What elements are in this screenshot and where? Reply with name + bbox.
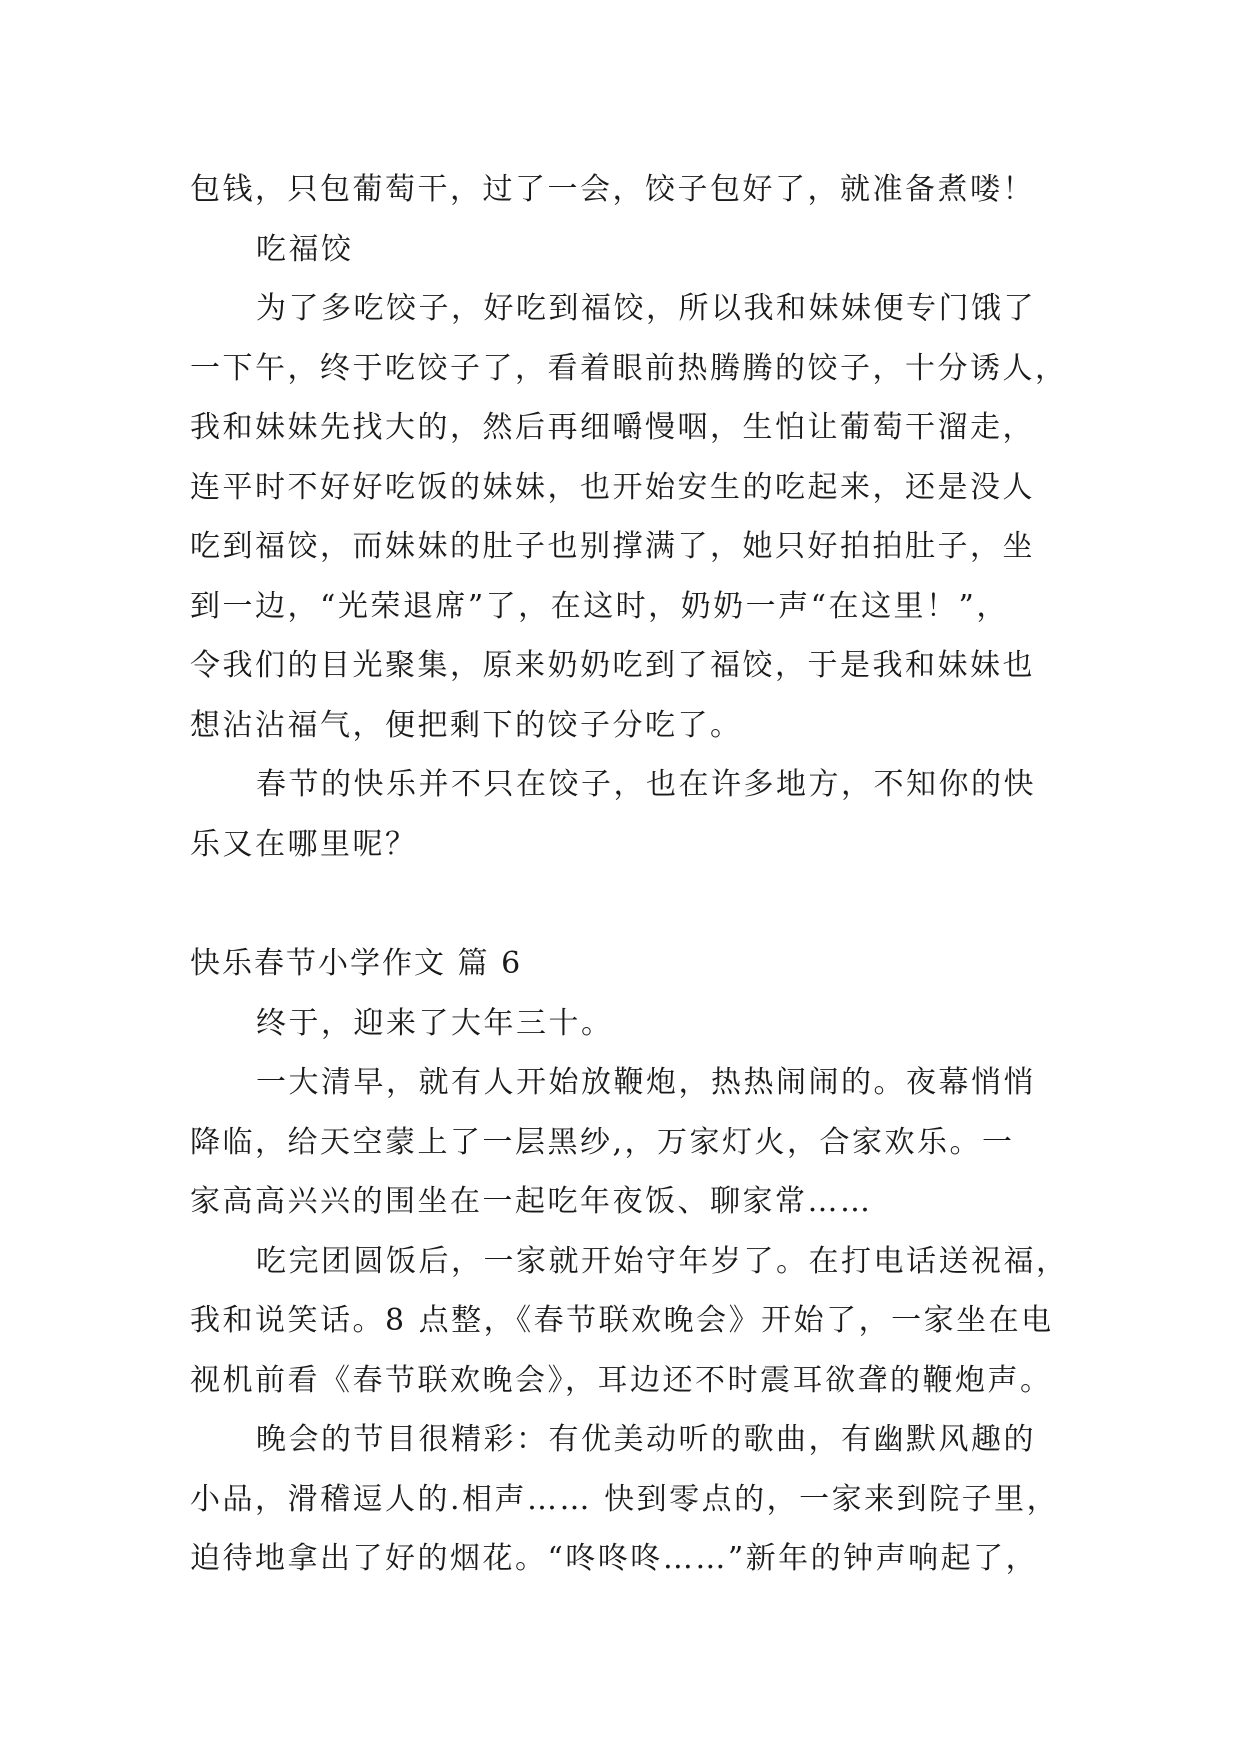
paragraph-start-line: 春节的快乐并不只在饺子，也在许多地方，不知你的快 bbox=[256, 767, 1036, 802]
text-line: 吃到福饺，而妹妹的肚子也别撑满了，她只好拍拍肚子，坐 bbox=[190, 529, 1035, 564]
text-line: 到一边，“光荣退席”了，在这时，奶奶一声“在这里！”， bbox=[190, 588, 1009, 624]
text-line: 包钱，只包葡萄干，过了一会，饺子包好了，就准备煮喽！ bbox=[190, 172, 1035, 207]
text-line: 视机前看《春节联欢晚会》，耳边还不时震耳欲聋的鞭炮声。 bbox=[190, 1362, 1053, 1398]
section-gap bbox=[190, 874, 1065, 934]
paragraph-start-line: 为了多吃饺子，好吃到福饺，所以我和妹妹便专门饿了 bbox=[256, 291, 1036, 326]
section-heading: 快乐春节小学作文 篇 6 bbox=[190, 946, 523, 981]
paragraph-start-line: 一大清早，就有人开始放鞭炮，热热闹闹的。夜幕悄悄 bbox=[256, 1065, 1036, 1100]
text-line: 一下午，终于吃饺子了，看着眼前热腾腾的饺子，十分诱人， bbox=[190, 350, 1068, 386]
paragraph-start-line: 晚会的节目很精彩：有优美动听的歌曲，有幽默风趣的 bbox=[256, 1422, 1036, 1457]
text-line: 我和说笑话。8 点整，《春节联欢晚会》开始了，一家坐在电 bbox=[190, 1303, 1054, 1338]
text-line: 令我们的目光聚集，原来奶奶吃到了福饺，于是我和妹妹也 bbox=[190, 648, 1035, 683]
text-line: 降临，给天空蒙上了一层黑纱,，万家灯火，合家欢乐。一 bbox=[190, 1124, 1015, 1160]
subheading-line: 吃福饺 bbox=[256, 231, 354, 267]
paragraph-start-line: 吃完团圆饭后，一家就开始守年岁了。在打电话送祝福， bbox=[256, 1243, 1069, 1279]
text-line: 我和妹妹先找大的，然后再细嚼慢咽，生怕让葡萄干溜走， bbox=[190, 410, 1035, 445]
document-body bbox=[190, 160, 1069, 1589]
paragraph-start-line: 终于，迎来了大年三十。 bbox=[256, 1005, 614, 1041]
text-line: 乐又在哪里呢？ bbox=[190, 826, 418, 862]
text-line: 小品，滑稽逗人的.相声…… 快到零点的，一家来到院子里， bbox=[190, 1481, 1060, 1517]
text-line: 迫待地拿出了好的烟花。“咚咚咚……”新年的钟声响起了， bbox=[190, 1541, 1039, 1576]
text-line: 连平时不好好吃饭的妹妹，也开始安生的吃起来，还是没人 bbox=[190, 469, 1035, 505]
text-line: 想沾沾福气，便把剩下的饺子分吃了。 bbox=[190, 707, 743, 743]
text-line: 家高高兴兴的围坐在一起吃年夜饭、聊家常…… bbox=[190, 1184, 873, 1219]
